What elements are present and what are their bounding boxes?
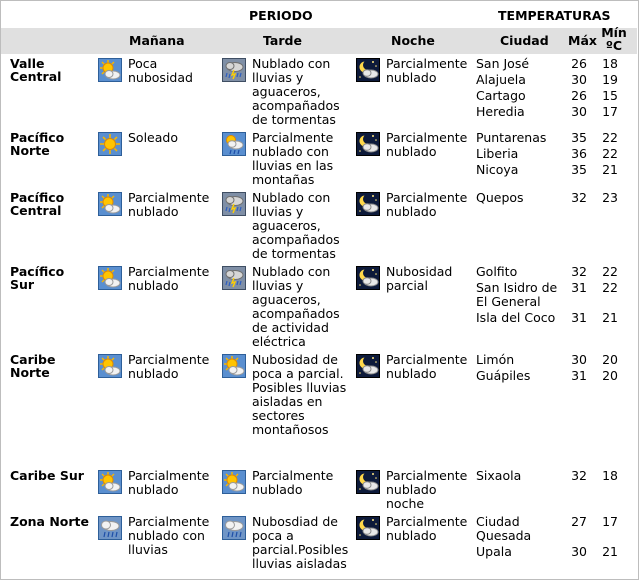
city-min-temp: 20 bbox=[602, 352, 618, 367]
city-min-temp: 22 bbox=[602, 280, 618, 295]
tarde-forecast: Nublado con lluvias y aguaceros, acompañados de tormentas bbox=[252, 190, 340, 261]
city-name: Upala bbox=[476, 544, 512, 559]
header-periodo: PERIODO bbox=[249, 8, 313, 23]
tarde-forecast: Parcialmente nublado con lluvias en las montañas bbox=[252, 130, 334, 187]
city-min-temp: 21 bbox=[602, 544, 618, 559]
header-noche: Noche bbox=[391, 33, 435, 48]
city-name: Sixaola bbox=[476, 468, 522, 483]
header-manana: Mañana bbox=[129, 33, 185, 48]
city-max-temp: 35 bbox=[571, 130, 587, 145]
city-name: San José bbox=[476, 56, 530, 71]
city-name: Guápiles bbox=[476, 368, 531, 383]
tarde-forecast: Nubosidad de poca a parcial. Posibles lluvias aisladas en sectores montañosos bbox=[252, 352, 347, 437]
partly-cloudy-moon-icon bbox=[356, 516, 380, 540]
city-max-temp: 32 bbox=[571, 468, 587, 483]
city-min-temp: 22 bbox=[602, 146, 618, 161]
region-name: Pacífico Central bbox=[10, 190, 65, 218]
city-max-temp: 31 bbox=[571, 368, 587, 383]
city-min-temp: 22 bbox=[602, 130, 618, 145]
partly-cloudy-moon-icon bbox=[356, 132, 380, 156]
noche-forecast: Nubosidad parcial bbox=[386, 264, 453, 293]
tarde-forecast: Nublado con lluvias y aguaceros, acompañados de actividad eléctrica bbox=[252, 264, 340, 349]
city-name: Quepos bbox=[476, 190, 524, 205]
city-min-temp: 21 bbox=[602, 162, 618, 177]
city-min-temp: 19 bbox=[602, 72, 618, 87]
region-name: Caribe Norte bbox=[10, 352, 56, 380]
partly-cloudy-sun-icon bbox=[98, 192, 122, 216]
partly-cloudy-moon-icon bbox=[356, 470, 380, 494]
city-max-temp: 35 bbox=[571, 162, 587, 177]
header-min bbox=[601, 26, 627, 52]
manana-forecast: Parcialmente nublado bbox=[128, 190, 210, 219]
city-max-temp: 32 bbox=[571, 264, 587, 279]
storm-rain-icon bbox=[222, 58, 246, 82]
sun-icon bbox=[98, 132, 122, 156]
city-name: Puntarenas bbox=[476, 130, 547, 145]
city-name: Golfito bbox=[476, 264, 518, 279]
header-tarde: Tarde bbox=[263, 33, 302, 48]
header-temperaturas: TEMPERATURAS bbox=[498, 8, 611, 23]
city-name: Cartago bbox=[476, 88, 526, 103]
region-name: Zona Norte bbox=[10, 514, 90, 529]
city-max-temp: 30 bbox=[571, 352, 587, 367]
city-min-temp: 18 bbox=[602, 56, 618, 71]
city-min-temp: 17 bbox=[602, 514, 618, 529]
cloudy-rain-icon bbox=[222, 516, 246, 540]
city-max-temp: 32 bbox=[571, 190, 587, 205]
city-min-temp: 18 bbox=[602, 468, 618, 483]
city-max-temp: 30 bbox=[571, 544, 587, 559]
city-min-temp: 21 bbox=[602, 310, 618, 325]
city-name: Ciudad Quesada bbox=[476, 514, 532, 543]
partly-cloudy-moon-icon bbox=[356, 192, 380, 216]
region-name: Pacífico Norte bbox=[10, 130, 65, 158]
partly-cloudy-moon-icon bbox=[356, 58, 380, 82]
city-name: Liberia bbox=[476, 146, 519, 161]
city-name: Nicoya bbox=[476, 162, 519, 177]
partly-cloudy-sun-icon bbox=[98, 266, 122, 290]
noche-forecast: Parcialmente nublado bbox=[386, 56, 468, 85]
partly-cloudy-sun-icon bbox=[222, 354, 246, 378]
city-max-temp: 31 bbox=[571, 280, 587, 295]
storm-rain-icon bbox=[222, 266, 246, 290]
storm-rain-icon bbox=[222, 192, 246, 216]
city-min-temp: 23 bbox=[602, 190, 618, 205]
city-min-temp: 22 bbox=[602, 264, 618, 279]
tarde-forecast: Nubosdiad de poca a parcial.Posibles lluvias aisladas bbox=[252, 514, 349, 571]
cloudy-rain-icon bbox=[98, 516, 122, 540]
partly-cloudy-moon-icon bbox=[356, 354, 380, 378]
noche-forecast: Parcialmente nublado bbox=[386, 514, 468, 543]
noche-forecast: Parcialmente nublado bbox=[386, 352, 468, 381]
city-max-temp: 30 bbox=[571, 72, 587, 87]
region-name: Caribe Sur bbox=[10, 468, 84, 483]
city-min-temp: 20 bbox=[602, 368, 618, 383]
city-name: Heredia bbox=[476, 104, 525, 119]
tarde-forecast: Parcialmente nublado bbox=[252, 468, 334, 497]
region-name: Pacífico Sur bbox=[10, 264, 65, 292]
header-min-unit: ºC bbox=[605, 38, 623, 53]
partly-cloudy-sun-icon bbox=[222, 470, 246, 494]
city-max-temp: 31 bbox=[571, 310, 587, 325]
manana-forecast: Parcialmente nublado con lluvias bbox=[128, 514, 210, 557]
city-min-temp: 17 bbox=[602, 104, 618, 119]
manana-forecast: Soleado bbox=[128, 130, 178, 145]
partly-cloudy-moon-icon bbox=[356, 266, 380, 290]
city-max-temp: 26 bbox=[571, 56, 587, 71]
header-min-label: Mín bbox=[601, 25, 627, 40]
region-name: Valle Central bbox=[10, 56, 62, 84]
partly-cloudy-sun-icon bbox=[98, 470, 122, 494]
partly-cloudy-rain-icon bbox=[222, 132, 246, 156]
noche-forecast: Parcialmente nublado bbox=[386, 130, 468, 159]
header-ciudad: Ciudad bbox=[500, 33, 549, 48]
city-name: Isla del Coco bbox=[476, 310, 556, 325]
city-max-temp: 27 bbox=[571, 514, 587, 529]
noche-forecast: Parcialmente nublado noche bbox=[386, 468, 468, 511]
city-name: Alajuela bbox=[476, 72, 526, 87]
manana-forecast: Parcialmente nublado bbox=[128, 468, 210, 497]
noche-forecast: Parcialmente nublado bbox=[386, 190, 468, 219]
manana-forecast: Parcialmente nublado bbox=[128, 352, 210, 381]
partly-cloudy-sun-icon bbox=[98, 354, 122, 378]
city-max-temp: 30 bbox=[571, 104, 587, 119]
manana-forecast: Poca nubosidad bbox=[128, 56, 193, 85]
manana-forecast: Parcialmente nublado bbox=[128, 264, 210, 293]
city-max-temp: 36 bbox=[571, 146, 587, 161]
header-max: Máx bbox=[568, 33, 597, 48]
city-max-temp: 26 bbox=[571, 88, 587, 103]
city-name: San Isidro de El General bbox=[476, 280, 558, 309]
partly-cloudy-sun-icon bbox=[98, 58, 122, 82]
city-name: Limón bbox=[476, 352, 515, 367]
tarde-forecast: Nublado con lluvias y aguaceros, acompañados de tormentas bbox=[252, 56, 340, 127]
city-min-temp: 15 bbox=[602, 88, 618, 103]
